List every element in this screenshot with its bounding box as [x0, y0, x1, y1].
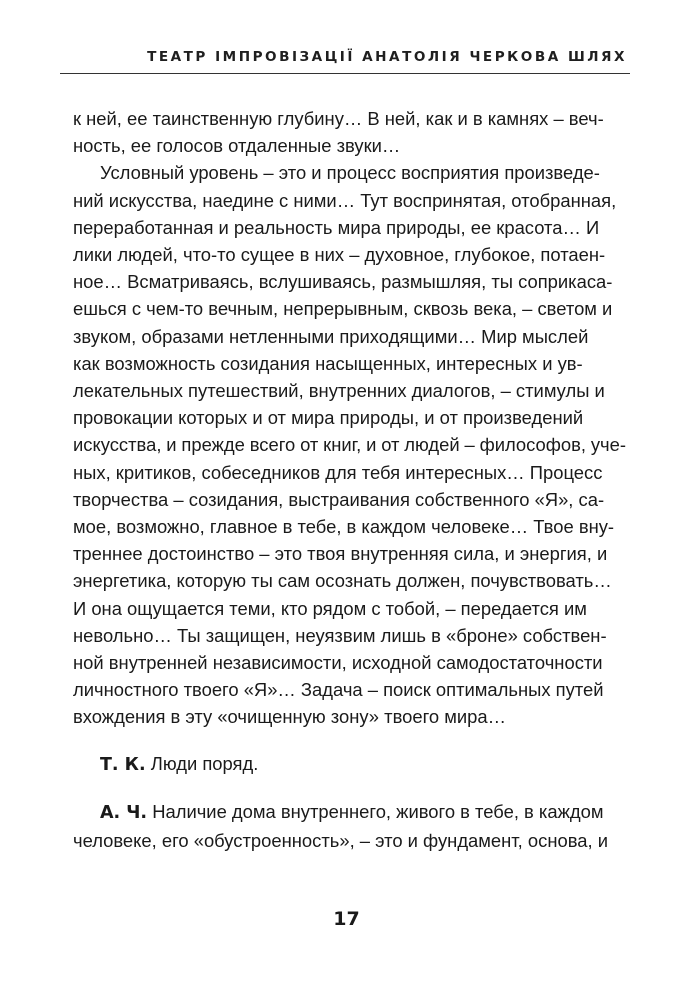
header-rule — [60, 73, 630, 74]
text-line: провокации которых и от мира природы, и от произведений — [73, 407, 584, 429]
text-line: к ней, ее таинственную глубину… В ней, как и в камнях – веч- — [73, 108, 604, 129]
text-line — [73, 750, 626, 779]
page-number: 17 — [333, 908, 360, 930]
text-line: лекательных путешествий, внутренних диалогов, – стимулы и — [73, 380, 605, 402]
text-line: лики людей, что-то сущее в них – духовное, глубокое, потаен- — [73, 244, 606, 266]
paragraph-2 — [73, 159, 626, 730]
speaker-label: А. Ч. — [100, 802, 148, 823]
text-line: энергетика, которую ты сам осознать должен, почувствовать… — [73, 570, 612, 592]
dialogue-text: Люди поряд. — [150, 752, 259, 774]
text-line: как возможность созидания насыщенных, интересных и ув- — [73, 352, 583, 374]
text-line: ний искусства, наедине с ними… Тут воспринятая, отобранная, — [73, 189, 617, 211]
text-line: искусства, и прежде всего от книг, и от людей – философов, уче- — [73, 434, 626, 456]
text-line: ность, ее голосов отдаленные звуки… — [73, 135, 401, 157]
text-line: И она ощущается теми, кто рядом с тобой, – передается им — [73, 597, 587, 619]
text-line — [73, 798, 626, 827]
paragraph-1 — [73, 105, 626, 159]
text-line: переработанная и реальность мира природы, ее красота… И — [73, 216, 600, 238]
text-line: вхождения в эту «очищенную зону» твоего мира… — [73, 706, 506, 728]
text-line: звуком, образами нетленными приходящими… Мир мыслей — [73, 325, 589, 347]
running-head-title: ТЕАТР ІМПРОВІЗАЦІЇ АНАТОЛІЯ ЧЕРКОВА ШЛЯХ — [147, 49, 627, 65]
speaker-label: Т. К. — [100, 754, 146, 775]
text-line: мое, возможно, главное в тебе, в каждом человеке… Твое вну- — [73, 516, 615, 538]
dialogue-tk — [73, 750, 626, 779]
text-line: ной внутренней независимости, исходной самодостаточности — [73, 652, 603, 674]
text-line: ных, критиков, собеседников для тебя интересных… Процесс — [73, 461, 603, 483]
text-line: человеке, его «обустроенность», – это и фундамент, основа, и — [73, 830, 608, 852]
text-line: ное… Всматриваясь, вслушиваясь, размышляя, ты соприкаса- — [73, 271, 613, 293]
text-line: Условный уровень – это и процесс восприятия произведе- — [100, 162, 600, 184]
text-line: треннее достоинство – это твоя внутренняя сила, и энергия, и — [73, 543, 608, 565]
main-text — [73, 105, 626, 854]
text-line: ешься с чем-то вечным, непрерывным, сквозь века, – светом и — [73, 298, 613, 320]
dialogue-ach — [73, 798, 626, 854]
text-line: личностного твоего «Я»… Задача – поиск оптимальных путей — [73, 679, 604, 701]
text-line: невольно… Ты защищен, неуязвим лишь в «броне» собствен- — [73, 624, 607, 646]
text-line: творчества – созидания, выстраивания собственного «Я», са- — [73, 488, 605, 510]
dialogue-text: Наличие дома внутреннего, живого в тебе, в каждом — [152, 800, 604, 822]
